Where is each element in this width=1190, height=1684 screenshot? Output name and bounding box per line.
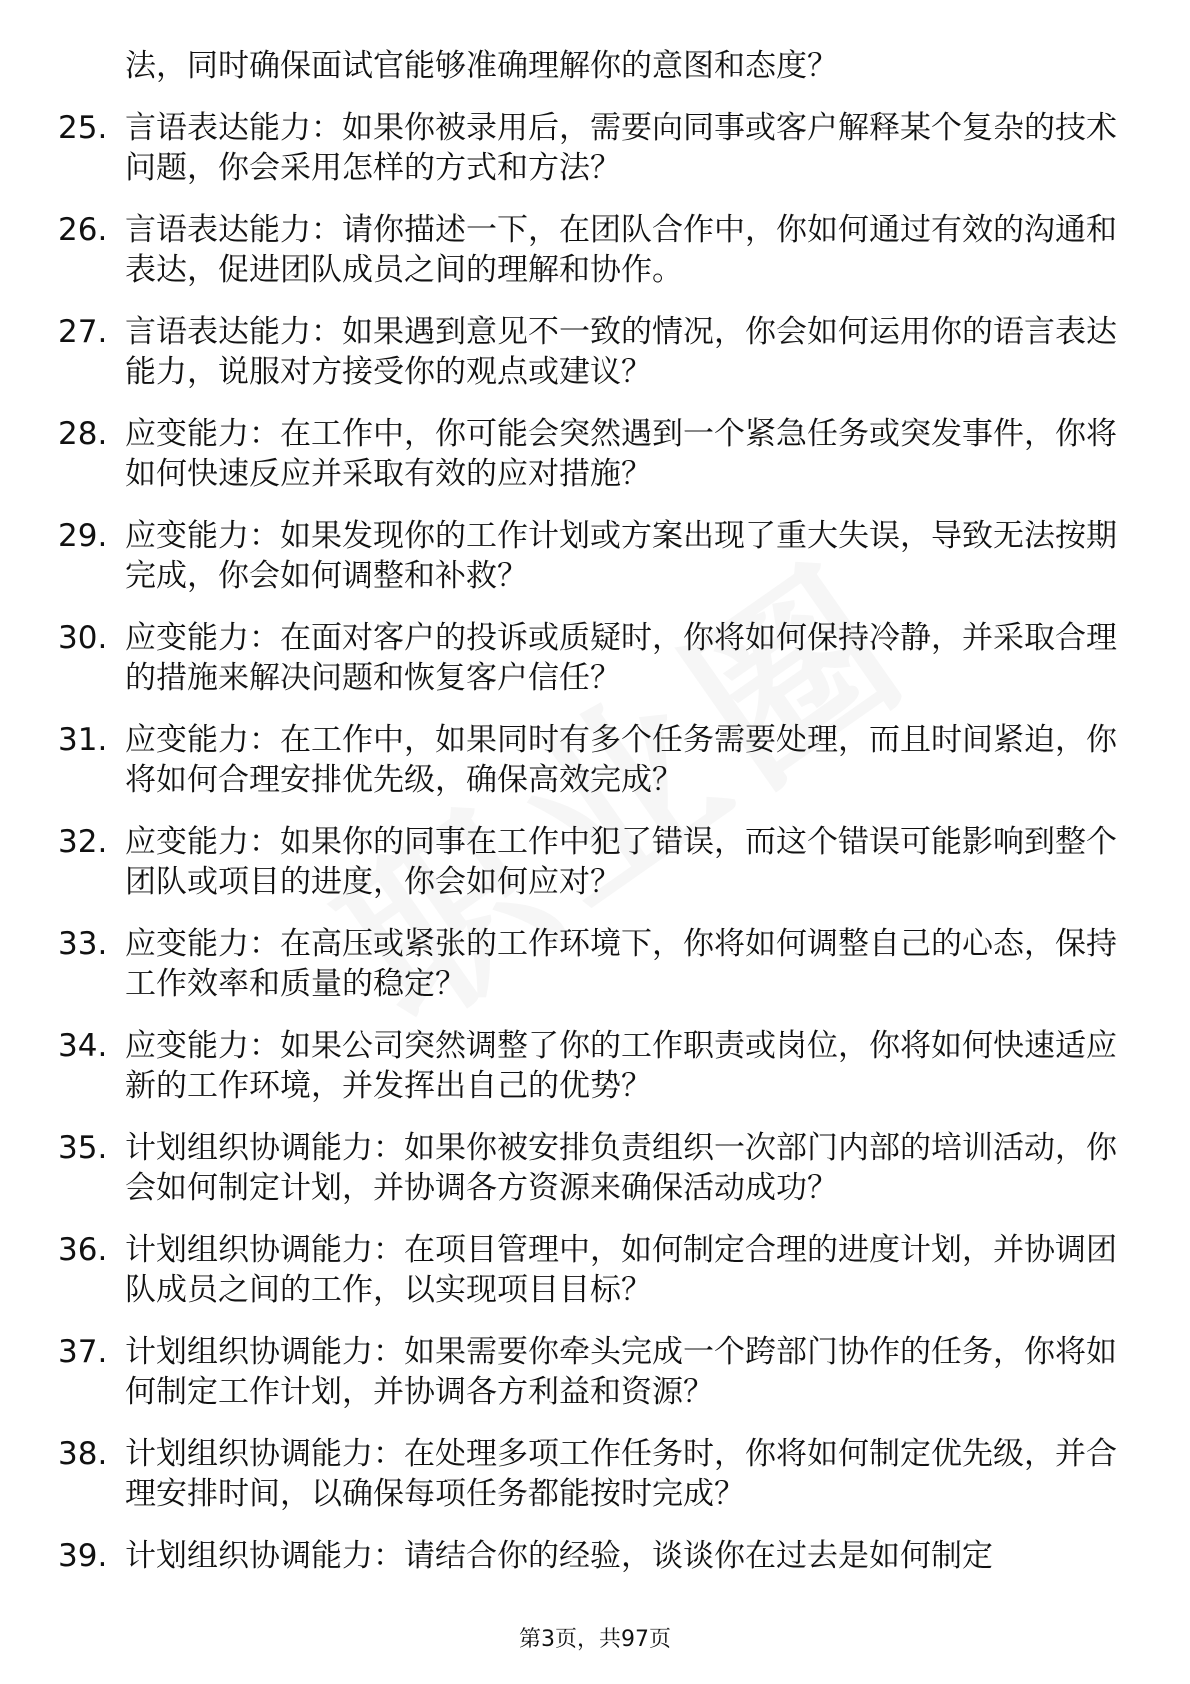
list-item [58,312,1118,392]
item-text: 应变能力：如果公司突然调整了你的工作职责或岗位，你将如何快速适应新的工作环境，并发挥出自己的优势？ [125,1028,1117,1104]
item-number: 26. [58,212,108,248]
item-number: 28. [58,416,108,452]
list-item [58,108,1118,188]
item-number: 37. [58,1334,108,1370]
list-item [58,720,1118,800]
item-number: 31. [58,722,108,758]
list-item [58,1230,1118,1310]
item-text: 应变能力：在面对客户的投诉或质疑时，你将如何保持冷静，并采取合理的措施来解决问题和恢复客户信任？ [125,620,1117,696]
item-text: 应变能力：如果发现你的工作计划或方案出现了重大失误，导致无法按期完成，你会如何调整和补救？ [125,518,1117,594]
item-text: 应变能力：在工作中，你可能会突然遇到一个紧急任务或突发事件，你将如何快速反应并采取有效的应对措施？ [125,416,1117,492]
item-number: 38. [58,1436,108,1472]
list-item [58,1332,1118,1412]
list-item [58,210,1118,290]
item-text: 言语表达能力：如果你被录用后，需要向同事或客户解释某个复杂的技术问题，你会采用怎样的方式和方法？ [125,110,1117,186]
item-number: 34. [58,1028,108,1064]
item-text: 计划组织协调能力：在处理多项工作任务时，你将如何制定优先级，并合理安排时间，以确保每项任务都能按时完成？ [125,1436,1117,1512]
item-text: 计划组织协调能力：请结合你的经验，谈谈你在过去是如何制定 [125,1538,993,1574]
list-item [58,924,1118,1004]
item-number: 32. [58,824,108,860]
item-text: 计划组织协调能力：在项目管理中，如何制定合理的进度计划，并协调团队成员之间的工作，以实现项目目标？ [125,1232,1117,1308]
list-item [58,1026,1118,1106]
item-number: 27. [58,314,108,350]
item-number: 33. [58,926,108,962]
item-number: 39. [58,1538,108,1574]
page-footer: 第3页，共97页 [519,1627,671,1652]
item-text: 计划组织协调能力：如果你被安排负责组织一次部门内部的培训活动，你会如何制定计划，并协调各方资源来确保活动成功？ [125,1130,1117,1206]
item-number: 29. [58,518,108,554]
list-item [58,414,1118,494]
item-number: 36. [58,1232,108,1268]
item-text: 计划组织协调能力：如果需要你牵头完成一个跨部门协作的任务，你将如何制定工作计划，并协调各方利益和资源？ [125,1334,1117,1410]
continued-text: 法，同时确保面试官能够准确理解你的意图和态度？ [125,48,838,84]
item-text: 应变能力：如果你的同事在工作中犯了错误，而这个错误可能影响到整个团队或项目的进度，你会如何应对？ [125,824,1117,900]
question-list [58,46,1118,1598]
list-item [58,516,1118,596]
list-item [58,822,1118,902]
list-item [58,1536,1118,1576]
list-item [58,1128,1118,1208]
list-item [58,1434,1118,1514]
item-text: 言语表达能力：如果遇到意见不一致的情况，你会如何运用你的语言表达能力，说服对方接受你的观点或建议？ [125,314,1117,390]
item-text: 应变能力：在高压或紧张的工作环境下，你将如何调整自己的心态，保持工作效率和质量的稳定？ [125,926,1117,1002]
item-text: 应变能力：在工作中，如果同时有多个任务需要处理，而且时间紧迫，你将如何合理安排优先级，确保高效完成？ [125,722,1117,798]
list-item [58,618,1118,698]
item-number: 35. [58,1130,108,1166]
item-text: 言语表达能力：请你描述一下，在团队合作中，你如何通过有效的沟通和表达，促进团队成员之间的理解和协作。 [125,212,1117,288]
item-number: 30. [58,620,108,656]
item-number: 25. [58,110,108,146]
